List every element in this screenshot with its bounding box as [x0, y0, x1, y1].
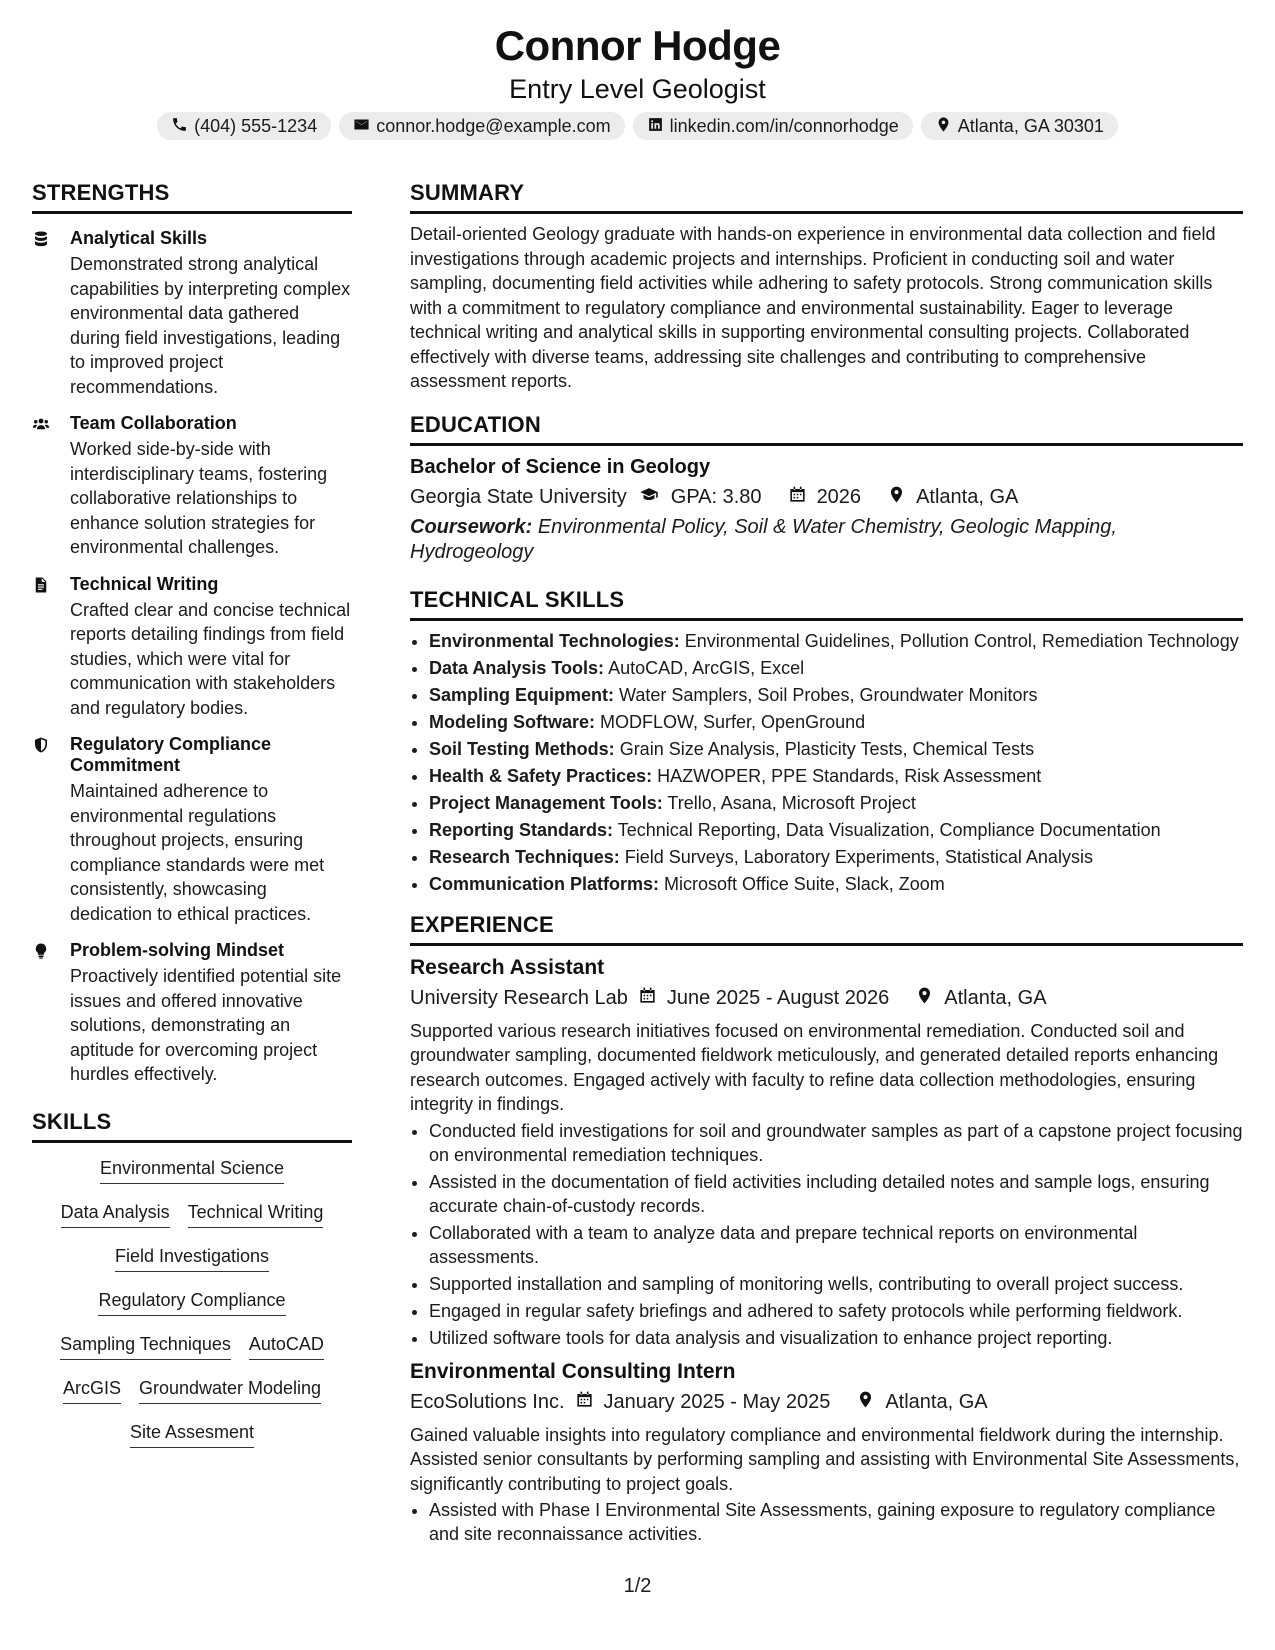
- list-item: • Supported installation and sampling of monitoring wells, contributing to overall project success.: [429, 1272, 1243, 1296]
- coursework: [410, 515, 1243, 565]
- page-number: 1/2: [623, 1575, 652, 1597]
- school-name: Georgia State University: [410, 485, 627, 508]
- candidate-name: Connor Hodge: [494, 22, 781, 69]
- list-item: • Health & Safety Practices: HAZWOPER, PPE Standards, Risk Assessment: [429, 764, 1243, 788]
- strength-title: Team Collaboration: [70, 413, 237, 433]
- calendar-icon: [638, 986, 657, 1011]
- job-dates: January 2025 - May 2025: [603, 1390, 831, 1413]
- job-meta: [410, 986, 1243, 1011]
- skill-chip: AutoCAD: [249, 1333, 324, 1360]
- job-dates: June 2025 - August 2026: [666, 986, 890, 1009]
- contact-bar: [0, 112, 1275, 140]
- technical-skills-list: [410, 629, 1243, 896]
- strength-desc: Worked side-by-side with interdisciplinary teams, fostering collaborative relationships to enhance solution strategies for environmental challenges.: [70, 439, 328, 557]
- contact-location-text: Atlanta, GA 30301: [957, 116, 1104, 136]
- strength-title: Problem-solving Mindset: [70, 940, 285, 960]
- list-item: • Conducted field investigations for soil and groundwater samples as part of a capstone project focusing on environmental remediation techniques.: [429, 1119, 1243, 1167]
- file-text-icon: [32, 574, 70, 721]
- strength-item: [32, 228, 352, 399]
- job-bullets: [410, 1119, 1243, 1350]
- summary-heading: SUMMARY: [410, 180, 1243, 214]
- calendar-icon: [575, 1390, 594, 1415]
- list-item: • Data Analysis Tools: AutoCAD, ArcGIS, Excel: [429, 656, 1243, 680]
- skills-list: [32, 1157, 352, 1448]
- company-name: EcoSolutions Inc.: [410, 1390, 565, 1413]
- job-bullets: [410, 1498, 1243, 1546]
- contact-location: [921, 112, 1118, 140]
- calendar-icon: [788, 485, 807, 510]
- degree-title: Bachelor of Science in Geology: [410, 455, 711, 478]
- envelope-icon: [353, 116, 370, 137]
- skill-chip: Technical Writing: [188, 1201, 324, 1228]
- job-meta: [410, 1390, 1243, 1415]
- strength-item: [32, 734, 352, 926]
- experience-heading: EXPERIENCE: [410, 912, 1243, 946]
- database-icon: [32, 228, 70, 399]
- skills-heading: SKILLS: [32, 1109, 352, 1143]
- job-summary: Supported various research initiatives focused on environmental remediation. Conducted soil and groundwater sampling, documented fieldwork meticulously, and generated detailed reports enhancing research outcomes. Engaged actively with faculty to refine data collection methodologies, ensuring integrity in findings.: [410, 1020, 1219, 1114]
- gpa: GPA: 3.80: [670, 485, 762, 508]
- strength-item: [32, 940, 352, 1087]
- strength-desc: Proactively identified potential site issues and offered innovative solutions, demonstrating an aptitude for overcoming project hurdles effectively.: [70, 966, 342, 1084]
- job-location: Atlanta, GA: [885, 1390, 988, 1413]
- map-pin-icon: [935, 116, 952, 137]
- coursework-text: Environmental Policy, Soil & Water Chemistry, Geologic Mapping, Hydrogeology: [410, 515, 1117, 563]
- list-item: • Sampling Equipment: Water Samplers, Soil Probes, Groundwater Monitors: [429, 683, 1243, 707]
- contact-linkedin-text: linkedin.com/in/connorhodge: [669, 116, 899, 136]
- list-item: • Modeling Software: MODFLOW, Surfer, OpenGround: [429, 710, 1243, 734]
- users-icon: [32, 413, 70, 560]
- list-item: • Collaborated with a team to analyze data and prepare technical reports on environmental assessments.: [429, 1221, 1243, 1269]
- contact-phone[interactable]: [157, 112, 331, 140]
- candidate-role: Entry Level Geologist: [509, 74, 766, 104]
- skill-chip: Site Assesment: [130, 1421, 254, 1448]
- skill-chip: Data Analysis: [61, 1201, 170, 1228]
- list-item: • Project Management Tools: Trello, Asana, Microsoft Project: [429, 791, 1243, 815]
- strength-title: Analytical Skills: [70, 228, 208, 248]
- strength-desc: Maintained adherence to environmental regulations throughout projects, ensuring compliance standards were met consistently, showcasing dedication to ethical practices.: [70, 781, 325, 924]
- skill-chip: Environmental Science: [100, 1157, 284, 1184]
- skill-chip: ArcGIS: [63, 1377, 121, 1404]
- technical-skills-heading: TECHNICAL SKILLS: [410, 587, 1243, 621]
- graduation-cap-icon: [637, 485, 661, 510]
- phone-icon: [171, 116, 188, 137]
- list-item: • Research Techniques: Field Surveys, Laboratory Experiments, Statistical Analysis: [429, 845, 1243, 869]
- left-column: [32, 180, 352, 1448]
- job-location: Atlanta, GA: [944, 986, 1047, 1009]
- strength-item: [32, 574, 352, 721]
- job-title: Research Assistant: [410, 955, 605, 979]
- strength-title: Technical Writing: [70, 573, 219, 594]
- right-column: [410, 180, 1243, 1549]
- strengths-heading: STRENGTHS: [32, 180, 352, 214]
- education-meta: [410, 485, 1243, 510]
- strength-desc: Demonstrated strong analytical capabilities by interpreting complex environmental data gathered during field investigations, leading to improved project recommendations.: [70, 254, 351, 397]
- list-item: • Engaged in regular safety briefings and adhered to safety protocols while performing fieldwork.: [429, 1299, 1243, 1323]
- skill-chip: Field Investigations: [115, 1245, 269, 1272]
- job-title: Environmental Consulting Intern: [410, 1359, 736, 1383]
- list-item: • Assisted in the documentation of field activities including detailed notes and sample logs, ensuring accurate chain-of-custody records.: [429, 1170, 1243, 1218]
- education-location: Atlanta, GA: [916, 485, 1019, 508]
- list-item: • Utilized software tools for data analysis and visualization to enhance project reporting.: [429, 1326, 1243, 1350]
- strength-desc: Crafted clear and concise technical reports detailing findings from field studies, which were vital for communication with stakeholders and regulatory bodies.: [70, 599, 351, 718]
- contact-phone-text: (404) 555-1234: [194, 116, 318, 136]
- map-pin-icon: [856, 1390, 875, 1415]
- job-summary: Gained valuable insights into regulatory compliance and environmental fieldwork during the internship. Assisted senior consultants by performing sampling and assisting with Environmental Site Assessments, significantly contributing to project goals.: [410, 1424, 1240, 1494]
- map-pin-icon: [887, 485, 906, 510]
- graduation-year: 2026: [816, 485, 862, 508]
- list-item: • Reporting Standards: Technical Reporting, Data Visualization, Compliance Documentation: [429, 818, 1243, 842]
- contact-linkedin[interactable]: [633, 112, 913, 140]
- map-pin-icon: [915, 986, 934, 1011]
- linkedin-icon: [647, 116, 664, 137]
- coursework-label: Coursework:: [410, 515, 533, 538]
- list-item: • Assisted with Phase I Environmental Site Assessments, gaining exposure to regulatory compliance and site reconnaissance activities.: [429, 1498, 1243, 1546]
- list-item: • Communication Platforms: Microsoft Office Suite, Slack, Zoom: [429, 872, 1243, 896]
- education-heading: EDUCATION: [410, 412, 1243, 446]
- contact-email-text: connor.hodge@example.com: [376, 116, 611, 136]
- summary-text: Detail-oriented Geology graduate with hands-on experience in environmental data collection and field investigations through academic projects and internships. Proficient in conducting soil and water sampling, documenting field activities while adhering to safety protocols. Strong communication skills with a commitment to regulatory compliance and environmental sustainability. Eager to leverage technical writing and analytical skills in supporting environmental consulting projects. Collaborated effectively with diverse teams, addressing site challenges and contributing to comprehensive assessment reports.: [410, 224, 1216, 391]
- skill-chip: Sampling Techniques: [60, 1333, 231, 1360]
- shield-icon: [32, 734, 70, 926]
- skill-chip: Regulatory Compliance: [98, 1289, 285, 1316]
- list-item: • Soil Testing Methods: Grain Size Analysis, Plasticity Tests, Chemical Tests: [429, 737, 1243, 761]
- list-item: • Environmental Technologies: Environmental Guidelines, Pollution Control, Remediation Technology: [429, 629, 1243, 653]
- strength-item: [32, 413, 352, 560]
- skill-chip: Groundwater Modeling: [139, 1377, 321, 1404]
- contact-email[interactable]: [339, 112, 624, 140]
- company-name: University Research Lab: [410, 986, 628, 1009]
- strength-title: Regulatory Compliance Commitment: [70, 734, 272, 775]
- lightbulb-icon: [32, 940, 70, 1087]
